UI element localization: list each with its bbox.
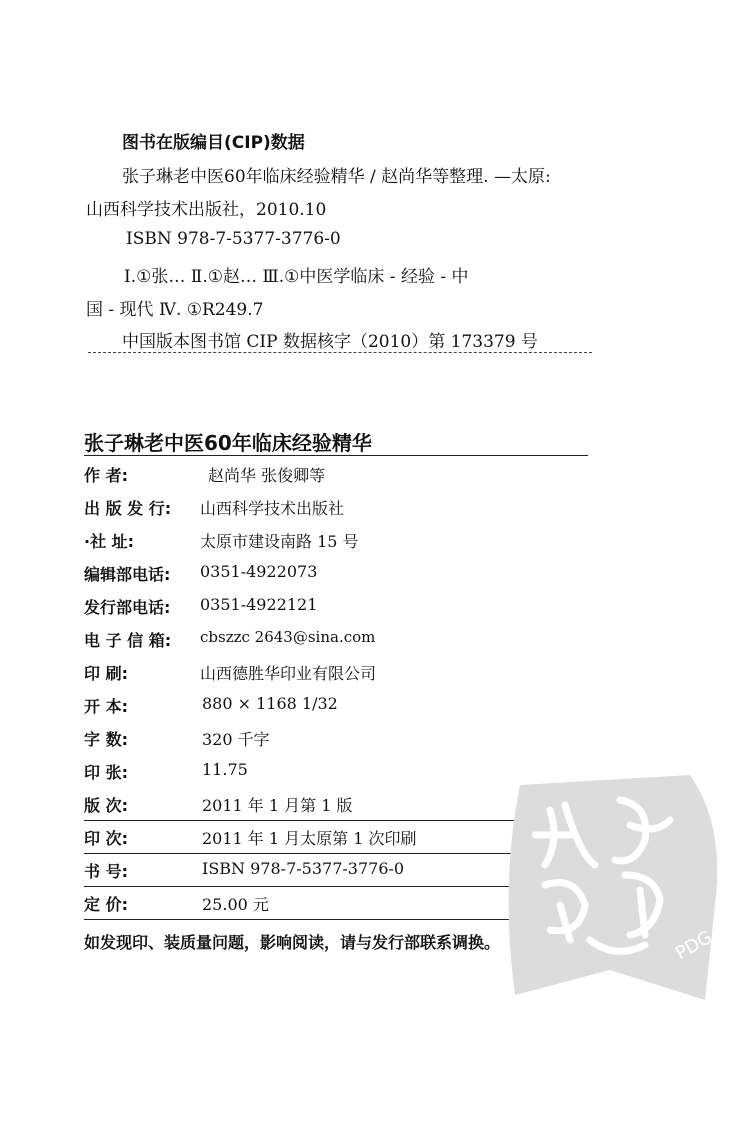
- info-row-editorial-phone: [84, 562, 588, 594]
- info-value: 320 千字: [202, 730, 270, 749]
- cip-dashed-divider: [88, 352, 592, 353]
- info-value: 0351-4922073: [200, 562, 318, 581]
- info-label: 印 张:: [84, 763, 128, 782]
- info-value: 880 × 1168 1/32: [202, 694, 338, 713]
- info-value: 山西科学技术出版社: [200, 499, 345, 518]
- info-value: ISBN 978-7-5377-3776-0: [202, 859, 405, 878]
- title-rule: [84, 455, 588, 456]
- cip-line-classification-cont: 国 - 现代 Ⅳ. ①R249.7: [86, 300, 264, 320]
- info-value: 0351-4922121: [200, 595, 318, 614]
- info-label: 发行部电话:: [84, 598, 171, 617]
- info-row-publisher: [84, 496, 588, 528]
- info-row-printer: [84, 661, 588, 693]
- cip-line-classification: Ⅰ.①张… Ⅱ.①赵… Ⅲ.①中医学临床 - 经验 - 中: [124, 267, 469, 287]
- info-row-email: [84, 628, 588, 660]
- info-value: 山西德胜华印业有限公司: [200, 664, 377, 683]
- info-label: 印 次:: [84, 829, 128, 848]
- info-value: cbszzc 2643@sina.com: [200, 628, 376, 646]
- info-row-sales-phone: [84, 595, 588, 627]
- info-value: 2011 年 1 月太原第 1 次印刷: [202, 829, 417, 848]
- info-row-format: [84, 694, 588, 726]
- quality-notice: 如发现印、装质量问题，影响阅读，请与发行部联系调换。: [84, 933, 501, 952]
- info-label: 定 价:: [84, 895, 128, 914]
- info-label: ·社 址:: [84, 532, 135, 551]
- info-label: 电 子 信 箱:: [84, 631, 172, 650]
- info-row-address: [84, 529, 588, 561]
- info-value: 11.75: [202, 760, 248, 779]
- info-label: 开 本:: [84, 697, 128, 716]
- cip-line-title: 张子琳老中医60年临床经验精华 / 赵尚华等整理. —太原:: [122, 167, 551, 187]
- info-row-word-count: [84, 727, 588, 759]
- cip-line-publisher: 山西科学技术出版社，2010.10: [86, 200, 327, 220]
- info-value: 25.00 元: [202, 895, 269, 914]
- info-value: 赵尚华 张俊卿等: [208, 466, 326, 485]
- info-value: 2011 年 1 月第 1 版: [202, 796, 353, 815]
- pdg-watermark-seal: [490, 765, 730, 1005]
- book-title: 张子琳老中医60年临床经验精华: [84, 431, 372, 455]
- cip-heading: 图书在版编目(CIP)数据: [122, 133, 305, 153]
- info-label: 作 者:: [84, 466, 128, 485]
- info-label: 出 版 发 行:: [84, 499, 172, 518]
- info-label: 版 次:: [84, 796, 128, 815]
- info-label: 印 刷:: [84, 664, 128, 683]
- info-value: 太原市建设南路 15 号: [200, 532, 359, 551]
- info-row-author: [84, 463, 588, 495]
- pdg-mark-text: PDG: [672, 926, 716, 965]
- cip-line-isbn: ISBN 978-7-5377-3776-0: [126, 229, 341, 249]
- info-label: 书 号:: [84, 862, 128, 881]
- info-label: 编辑部电话:: [84, 565, 171, 584]
- cip-line-record: 中国版本图书馆 CIP 数据核字（2010）第 173379 号: [122, 332, 538, 352]
- info-label: 字 数:: [84, 730, 128, 749]
